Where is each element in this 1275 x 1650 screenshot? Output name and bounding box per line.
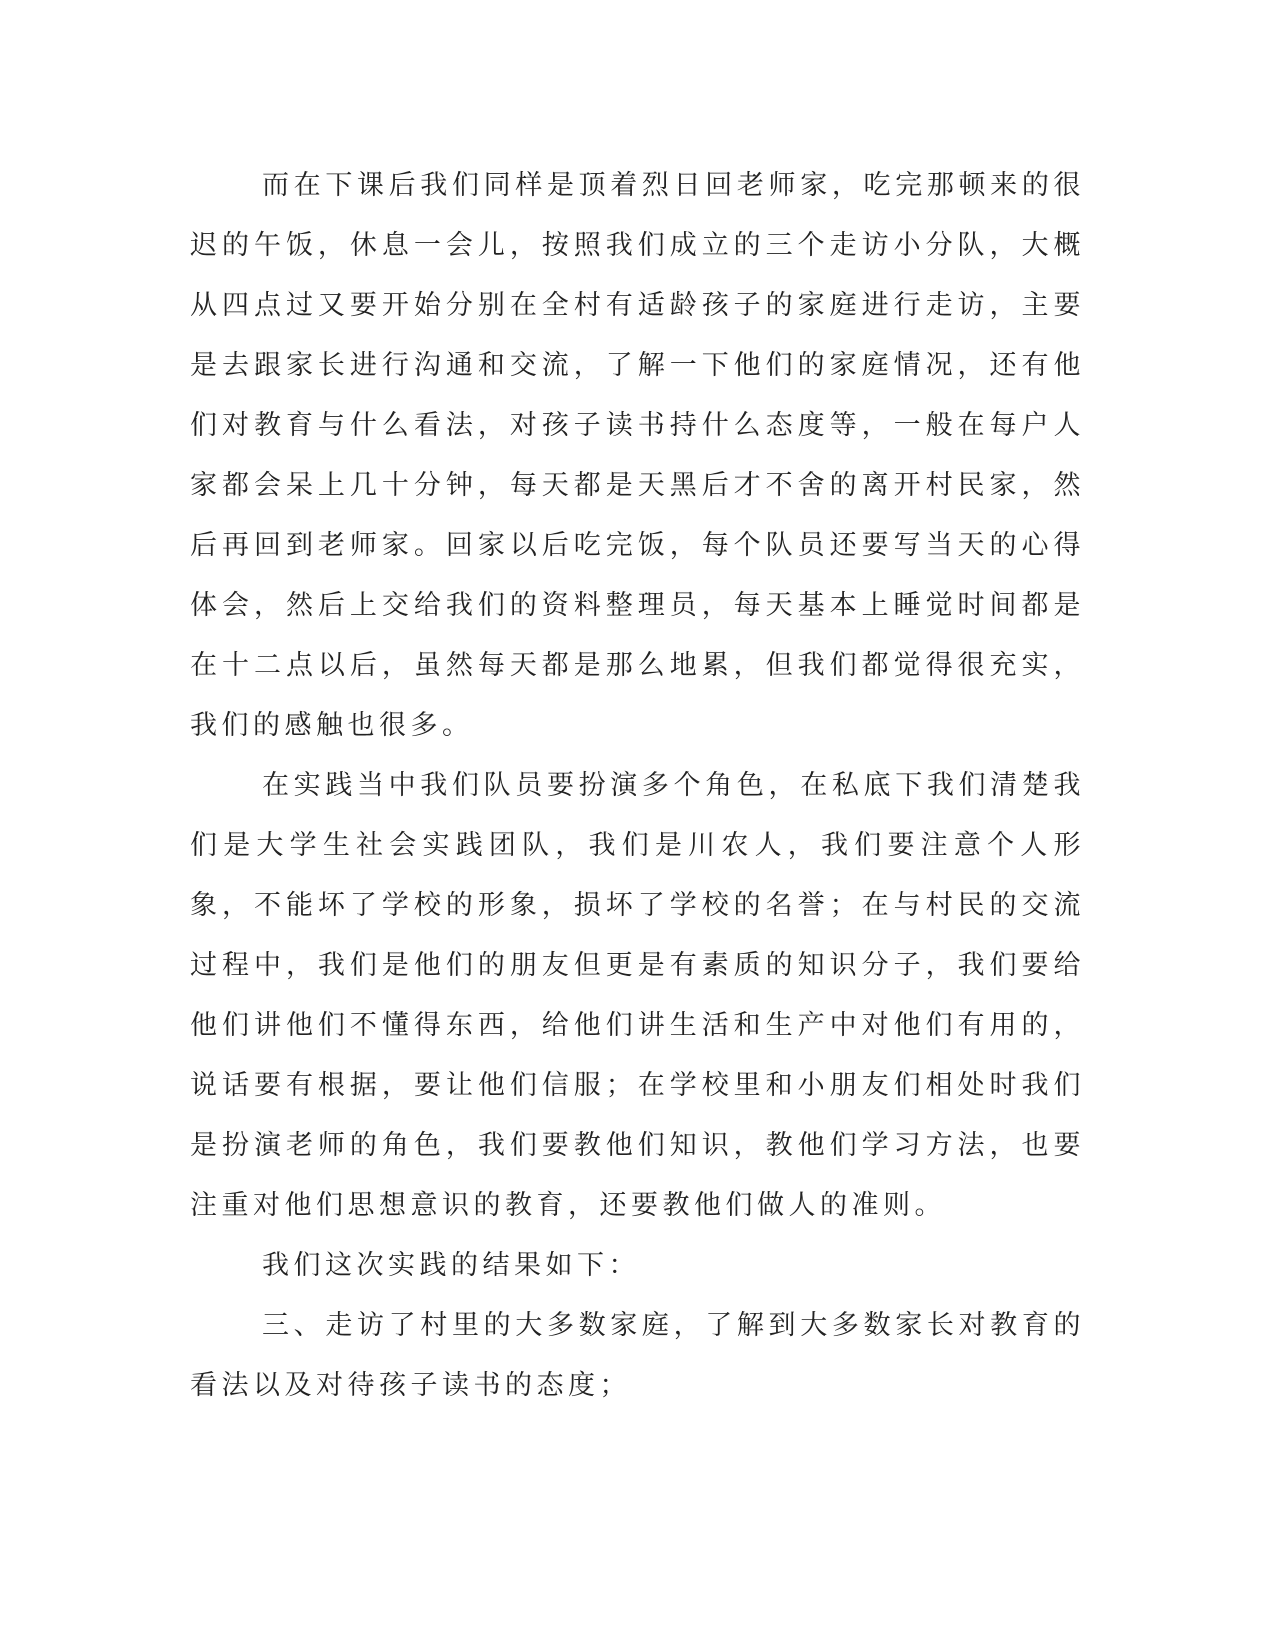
paragraph-result-item-three: 三、走访了村里的大多数家庭，了解到大多数家长对教育的看法以及对待孩子读书的态度； xyxy=(190,1310,1085,1401)
paragraph-results-intro: 我们这次实践的结果如下： xyxy=(262,1250,640,1281)
paragraph-multiple-roles: 在实践当中我们队员要扮演多个角色，在私底下我们清楚我们是大学生社会实践团队，我们是川农人，我们要注意个人形象，不能坏了学校的形象，损坏了学校的名誉；在与村民的交流过程中，我们是他们的朋友但更是有素质的知识分子，我们要给他们讲他们不懂得东西，给他们讲生活和生产中对他们有用的，说话要有根据，要让他们信服；在学校里和小朋友们相处时我们是扮演老师的角色，我们要教他们知识，教他们学习方法，也要注重对他们思想意识的教育，还要教他们做人的准则。 xyxy=(190,770,1085,1221)
paragraph-after-class-visits: 而在下课后我们同样是顶着烈日回老师家，吃完那顿来的很迟的午饭，休息一会儿，按照我们成立的三个走访小分队，大概从四点过又要开始分别在全村有适龄孩子的家庭进行走访，主要是去跟家长进行沟通和交流，了解一下他们的家庭情况，还有他们对教育与什么看法，对孩子读书持什么态度等，一般在每户人家都会呆上几十分钟，每天都是天黑后才不舍的离开村民家，然后再回到老师家。回家以后吃完饭，每个队员还要写当天的心得体会，然后上交给我们的资料整理员，每天基本上睡觉时间都是在十二点以后，虽然每天都是那么地累，但我们都觉得很充实，我们的感触也很多。 xyxy=(190,170,1085,741)
document-body xyxy=(190,156,1085,1416)
